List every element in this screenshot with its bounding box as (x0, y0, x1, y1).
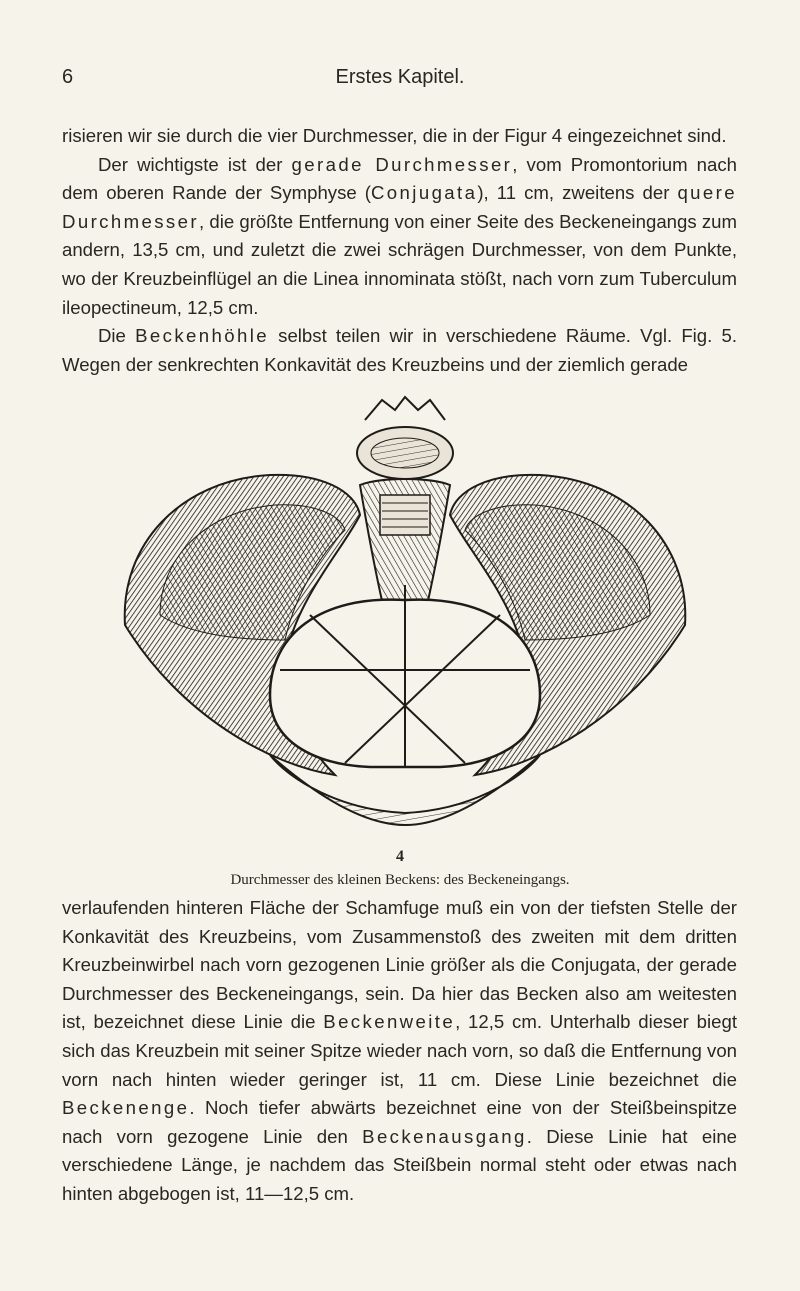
text-block-top (62, 122, 737, 379)
spaced-term: Beckenweite (323, 1011, 456, 1033)
spaced-term: Beckenhöhle (135, 325, 269, 347)
pelvis-illustration (120, 395, 690, 840)
figure-caption: Durchmesser des kleinen Beckens: des Beckeneingangs. (230, 872, 570, 888)
running-head: Erstes Kapitel. (335, 66, 465, 88)
text-segment: Die (98, 325, 136, 347)
text-segment: , 12,5 cm. Unterhalb dieser biegt sich das Kreuzbein mit seiner Spitze wieder nach vorn, so daß die Entfernung von vorn nach hinten wieder geringer ist, 11 cm. Diese Linie bezeichnet die (62, 1011, 737, 1090)
pelvis-figure (120, 395, 690, 840)
paragraph (62, 894, 737, 1209)
paragraph (62, 322, 737, 379)
text-segment: . Noch tiefer abwärts bezeichnet eine von der Steißbeinspitze nach vorn gezogene Linie den (62, 1097, 737, 1147)
paragraph (62, 151, 737, 323)
spaced-term: Beckenausgang (362, 1125, 527, 1147)
text-block-bottom (62, 894, 737, 1209)
spaced-term: Beckenenge (62, 1097, 190, 1119)
text-segment: Der wichtigste ist der (98, 153, 292, 175)
paragraph (62, 122, 737, 151)
text-segment: risieren wir sie durch die vier Durchmesser, die in der Figur 4 eingezeichnet sind. (62, 125, 727, 146)
text-segment: verlaufenden hinteren Fläche der Schamfuge muß ein von der tiefsten Stelle der Konkavität des Kreuzbeins, vom Zusammenstoß des zweiten mit dem dritten Kreuzbeinwirbel nach vorn gezogenen Linie größer als die Conjugata, der gerade Durchmesser des Beckeneingangs, sein. Da hier das Becken also am weitesten ist, bezeichnet diese Linie die (62, 897, 737, 1033)
page-header (0, 66, 800, 96)
page-number: 6 (62, 66, 74, 88)
text-segment: ), 11 cm, zweitens der (477, 182, 678, 204)
vertebra-spinous (365, 397, 445, 420)
spaced-term: Conjugata (370, 182, 478, 204)
text-segment: . Diese Linie hat eine verschiedene Länge, je nachdem das Steißbein normal steht oder etwas nach hinten abgebogen ist, 11—12,5 cm. (62, 1125, 738, 1204)
spaced-term: gerade Durchmesser (291, 153, 513, 175)
text-segment: , vom Promontorium nach dem oberen Rande der Symphyse ( (62, 153, 737, 204)
spaced-term: quere Durchmesser (62, 182, 737, 232)
figure-number: 4 (396, 848, 404, 865)
text-segment: , die größte Entfernung von einer Seite des Beckeneingangs zum andern, 13,5 cm, und zuletzt die zwei schrägen Durchmesser, von dem Punkte, wo der Kreuzbeinflügel an die Linea innominata stößt, nach vorn zum Tuberculum ileopectineum, 12,5 cm. (62, 210, 737, 318)
text-segment: selbst teilen wir in verschiedene Räume. Vgl. Fig. 5. Wegen der senkrechten Konkavität des Kreuzbeins und der ziemlich gerade (62, 325, 737, 375)
